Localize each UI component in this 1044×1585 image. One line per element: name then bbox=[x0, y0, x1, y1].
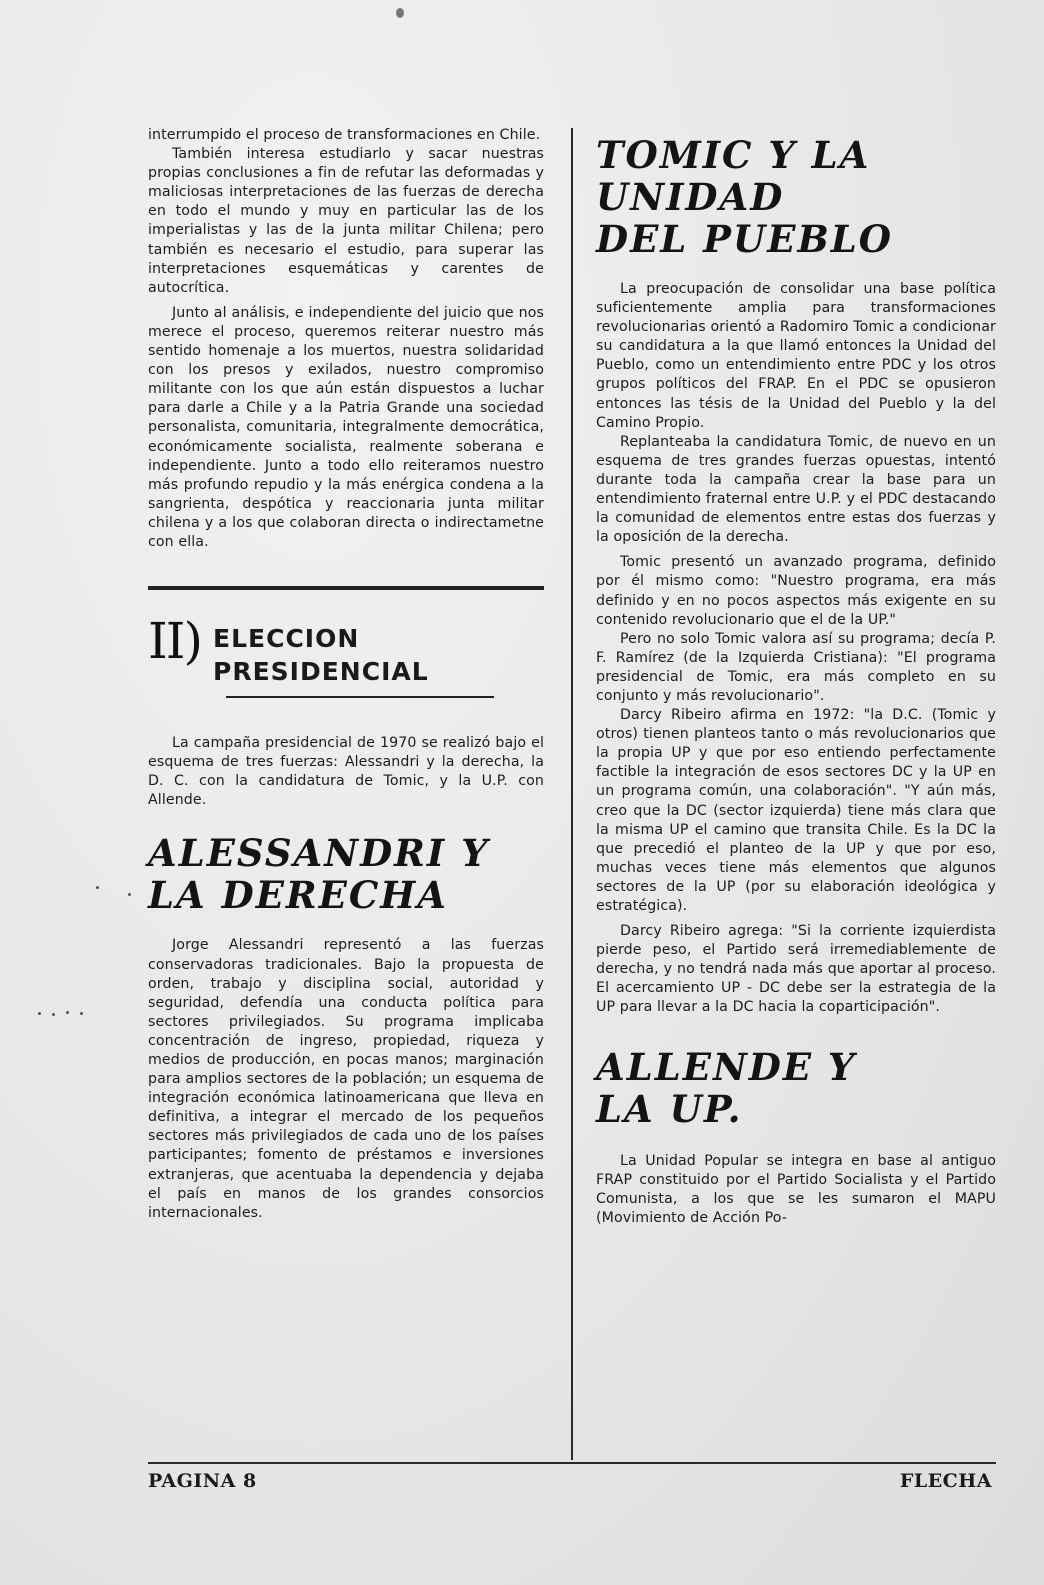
headline-alessandri bbox=[148, 832, 544, 916]
paragraph: Darcy Ribeiro agrega: "Si la corriente izquierdista pierde peso, el Partido será irremediablemente de derecha, y no tendrá nada más que aportar al proceso. El acercamiento UP - DC debe ser la estrategia de la UP para llevar a la DC hacia la coparticipación". bbox=[596, 923, 996, 1016]
headline-line: ALLENDE Y bbox=[596, 1044, 857, 1089]
headline-line: LA UP. bbox=[596, 1086, 743, 1131]
page-footer bbox=[148, 1462, 996, 1504]
print-speck bbox=[80, 1012, 83, 1015]
print-speck bbox=[52, 1013, 55, 1016]
paragraph: La campaña presidencial de 1970 se realizó bajo el esquema de tres fuerzas: Alessandri y la derecha, la D. C. con la candidatura de Tomic, y la U.P. con Allende. bbox=[148, 735, 544, 809]
headline-tomic bbox=[596, 134, 996, 260]
paragraph: Pero no solo Tomic valora así su programa; decía P. F. Ramírez (de la Izquierda Cristiana): "El programa presidencial de Tomic, era más completo en su conjunto y más revolucionario". bbox=[596, 630, 996, 704]
paragraph: Replanteaba la candidatura Tomic, de nuevo en un esquema de tres grandes fuerzas opuestas, intentó durante toda la campaña crear la base para un entendimiento fraternal entre U.P. y el PDC destacando la comunidad de elementos entre estas dos fuerzas y la oposición de la derecha. bbox=[596, 433, 996, 546]
paragraph: Tomic presentó un avanzado programa, definido por él mismo como: "Nuestro programa, era más definido y en no pocos aspectos más exigente en su contenido revolucionario que el de la UP." bbox=[596, 554, 996, 628]
paragraph: Jorge Alessandri representó a las fuerzas conservadoras tradicionales. Bajo la propuesta de orden, trabajo y disciplina social, autoridad y seguridad, defendía una conducta política para sectores privilegiados. Su programa implicaba concentración de ingreso, propiedad, riqueza y medios de producción, en pocas manos; marginación para amplios sectores de la población; un esquema de integración económica latinoamericana que lleva en definitiva, a integrar el mercado de los pequeños sectores más privilegiados de cada uno de los países participantes; fomento de préstamos e inversiones extranjeras, que acentuaba la dependencia y dejaba el país en manos de los grandes consorcios internacionales. bbox=[148, 937, 544, 1221]
section-heading bbox=[148, 612, 544, 702]
headline-line: ALESSANDRI Y bbox=[148, 831, 490, 876]
print-speck bbox=[66, 1011, 69, 1014]
headline-allende bbox=[596, 1046, 996, 1130]
paragraph: La Unidad Popular se integra en base al antiguo FRAP constituido por el Partido Socialista y el Partido Comunista, a los que se les sumaron el MAPU (Movimiento de Acción Po- bbox=[596, 1152, 996, 1226]
section-title-line: ELECCION bbox=[213, 624, 360, 654]
print-speck bbox=[128, 893, 131, 896]
column-divider bbox=[571, 128, 573, 1460]
section-title bbox=[213, 622, 429, 688]
print-speck bbox=[96, 886, 99, 889]
paragraph: La preocupación de consolidar una base política suficientemente amplia para transformaciones revolucionarias orientó a Radomiro Tomic a condicionar su candidatura a la que llamó entonces la Unidad del Pueblo, como un entendimiento entre PDC y los otros grupos políticos del FRAP. En el PDC se opusieron entonces las tésis de la Unidad del Pueblo y la del Camino Propio. bbox=[596, 281, 996, 431]
publication-name: FLECHA bbox=[899, 1470, 992, 1492]
paragraph: Junto al análisis, e independiente del juicio que nos merece el proceso, queremos reiterar nuestro más sentido homenaje a los muertos, nuestra solidaridad con los presos y exilados, nuestro compromiso militante con los que aún están dispuestos a luchar para darle a Chile y a la Patria Grande una sociedad personalista, comunitaria, integralmente democrática, económicamente socialista, realmente soberana e independiente. Junto a todo ello reiteramos nuestro más profundo repudio y la más enérgica condena a la sangrienta, despótica y reaccionaria junta militar chilena y a los que colaboran directa o indirectametne con ella. bbox=[148, 304, 544, 550]
headline-line: LA DERECHA bbox=[148, 873, 448, 918]
section-title-line: PRESIDENCIAL bbox=[213, 657, 429, 687]
print-speck bbox=[38, 1012, 41, 1015]
headline-line: UNIDAD bbox=[596, 175, 785, 219]
right-column bbox=[596, 126, 996, 1228]
print-speck bbox=[396, 8, 404, 18]
headline-line: DEL PUEBLO bbox=[596, 217, 893, 261]
page-number: PAGINA 8 bbox=[148, 1470, 257, 1492]
left-column bbox=[148, 126, 544, 1223]
section-number: II) bbox=[148, 612, 202, 671]
paragraph: Darcy Ribeiro afirma en 1972: "la D.C. (Tomic y otros) tienen planteos tanto o más revolucionarios que la propia UP y que por eso entiendo perfectamente factible la integración de esos sectores DC y la UP en un programa común, una colaboración". "Y aún más, creo que la DC (sector izquierda) tiene más clara que la misma UP el camino que transita Chile. Es la DC la que precedió el planteo de la UP y que por eso, muchas veces tiene más elementos que algunos sectores de la UP (por su elaboración ideológica y estratégica). bbox=[596, 707, 996, 914]
paragraph: interrumpido el proceso de transformaciones en Chile. bbox=[148, 127, 541, 143]
section-divider bbox=[148, 586, 544, 590]
headline-line: TOMIC Y LA bbox=[596, 133, 871, 177]
paragraph: También interesa estudiarlo y sacar nuestras propias conclusiones a fin de refutar las deformadas y maliciosas interpretaciones de las fuerzas de derecha en todo el mundo y muy en particular las de los imperialistas y las de la junta militar Chilena; pero también es necesario el estudio, para superar las interpretaciones esquemáticas y carentes de autocrítica. bbox=[148, 146, 544, 296]
